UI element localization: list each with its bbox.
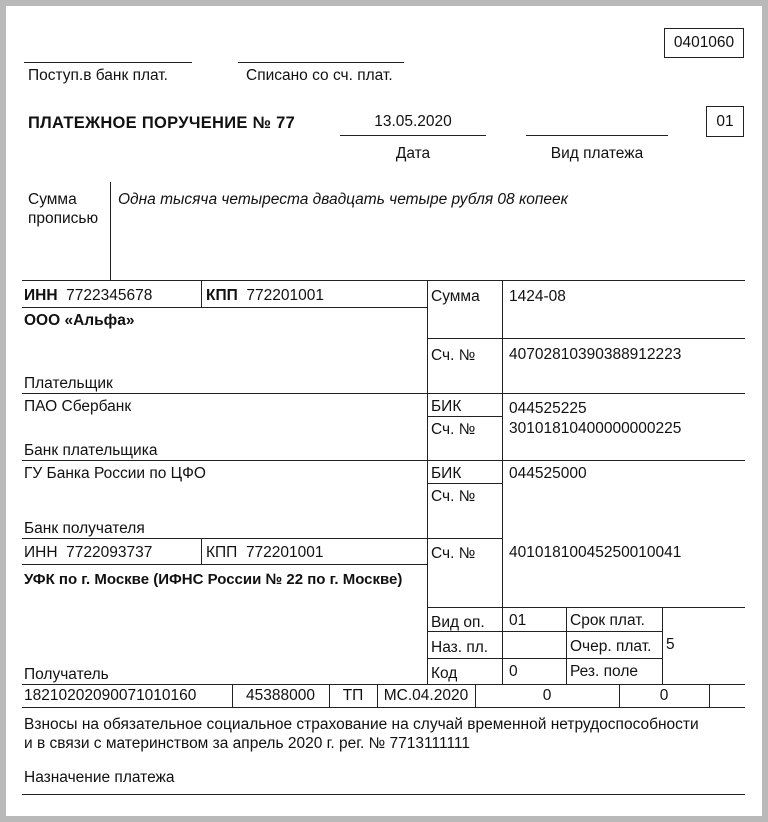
payment-type-line xyxy=(526,135,668,136)
payment-type-label: Вид платежа xyxy=(550,145,644,162)
col-tax-6 xyxy=(709,684,710,707)
rule-bik2 xyxy=(427,483,502,484)
form-code-box xyxy=(664,28,744,58)
term-label: Срок плат. xyxy=(570,612,645,629)
rule-payer-inn xyxy=(22,307,427,308)
payer-kpp-label: КПП xyxy=(206,287,238,304)
code-value: 0 xyxy=(509,663,518,680)
payer-kpp xyxy=(206,287,324,305)
tax-period: МС.04.2020 xyxy=(383,687,469,704)
payer-bank-bik: 044525225 xyxy=(509,400,587,417)
status-code: 01 xyxy=(716,112,734,130)
reserve-label: Рез. поле xyxy=(570,663,638,680)
rule-sum-bottom xyxy=(427,338,745,339)
purpose-label: Назначение платежа xyxy=(24,769,175,786)
order-label: Очер. плат. xyxy=(570,638,652,655)
debited-label: Списано со сч. плат. xyxy=(246,67,393,84)
recipient-inn-label: ИНН xyxy=(24,544,58,561)
payer-inn-value: 7722345678 xyxy=(66,287,153,304)
tax-kbk: 18210202090071010160 xyxy=(24,687,197,704)
recipient-bank-bik-label: БИК xyxy=(431,465,462,482)
payer-label: Плательщик xyxy=(24,375,113,392)
col-left-divider xyxy=(427,280,428,684)
col-recipient-kpp xyxy=(201,538,202,564)
purpose-code-label: Наз. пл. xyxy=(431,639,489,656)
rule-tax-bottom xyxy=(22,707,745,708)
amount-words-divider xyxy=(110,182,111,280)
amount-words-label-2: прописью xyxy=(28,210,99,227)
payment-order-form xyxy=(6,6,762,816)
payer-bank-bik-label: БИК xyxy=(431,398,462,415)
tax-basis: ТП xyxy=(342,687,364,704)
rule-recipient-bank-bottom xyxy=(22,538,502,539)
sum-label: Сумма xyxy=(431,288,480,305)
recipient-bank-name: ГУ Банка России по ЦФО xyxy=(24,465,206,482)
purpose-line-2: и в связи с материнством за апрель 2020 г. рег. № 7713111111 xyxy=(24,735,471,752)
payer-bank-label: Банк плательщика xyxy=(24,442,158,459)
recipient-label: Получатель xyxy=(24,666,109,683)
date-value: 13.05.2020 xyxy=(374,113,452,130)
payer-inn xyxy=(24,287,152,305)
payer-bank-corr-label: Сч. № xyxy=(431,421,476,438)
form-code: 0401060 xyxy=(673,34,735,51)
recipient-kpp-value: 772201001 xyxy=(245,544,324,561)
code-label: Код xyxy=(431,665,458,682)
payer-bank-name: ПАО Сбербанк xyxy=(24,398,132,415)
rule-payer-bottom xyxy=(22,393,745,394)
payer-inn-label: ИНН xyxy=(24,287,58,304)
rule-account-bottom xyxy=(427,607,745,608)
rule-bottom xyxy=(22,794,745,795)
tax-oktmo: 45388000 xyxy=(246,687,315,704)
debited-line xyxy=(238,62,404,63)
rule-recipient-inn xyxy=(22,564,427,565)
col-right-divider xyxy=(502,280,503,684)
sum-value: 1424-08 xyxy=(509,288,566,305)
rule-codes-2 xyxy=(427,658,662,659)
payer-name: ООО «Альфа» xyxy=(24,312,135,329)
payer-kpp-value: 772201001 xyxy=(246,287,324,304)
date-line xyxy=(340,135,486,136)
col-codes-right xyxy=(662,607,663,684)
rule-main-top xyxy=(22,280,745,281)
purpose-line-1: Взносы на обязательное социальное страхование на случай временной нетрудоспособности xyxy=(24,716,699,733)
op-type-value: 01 xyxy=(509,612,527,629)
recipient-inn-value: 7722093737 xyxy=(66,544,153,561)
rule-payer-bank-bottom xyxy=(22,460,745,461)
recipient-account: 40101810045250010041 xyxy=(509,544,682,561)
payer-bank-corr: 30101810400000000225 xyxy=(509,420,682,437)
recipient-inn xyxy=(24,544,152,562)
op-type-label: Вид оп. xyxy=(431,614,485,631)
tax-doc-no: 0 xyxy=(542,687,552,704)
received-label: Поступ.в банк плат. xyxy=(28,67,168,84)
recipient-bank-bik: 044525000 xyxy=(509,465,587,482)
recipient-account-label: Сч. № xyxy=(431,545,476,562)
recipient-bank-corr-label: Сч. № xyxy=(431,488,476,505)
payer-account-label: Сч. № xyxy=(431,347,476,364)
payer-account: 40702810390388912223 xyxy=(509,346,682,363)
status-box xyxy=(706,106,744,137)
recipient-kpp xyxy=(206,544,324,562)
recipient-bank-label: Банк получателя xyxy=(24,520,145,537)
document-title: ПЛАТЕЖНОЕ ПОРУЧЕНИЕ № 77 xyxy=(28,114,296,132)
received-line xyxy=(24,62,192,63)
col-payer-kpp xyxy=(201,280,202,307)
date-label: Дата xyxy=(395,145,431,162)
rule-bik1 xyxy=(427,416,502,417)
amount-words-label-1: Сумма xyxy=(28,191,77,208)
recipient-name: УФК по г. Москве (ИФНС России № 22 по г. Москве) xyxy=(24,571,403,588)
order-value: 5 xyxy=(666,636,675,653)
tax-doc-date: 0 xyxy=(659,687,669,704)
recipient-kpp-label: КПП xyxy=(206,544,238,561)
rule-recipient-bottom xyxy=(22,684,745,685)
col-codes-mid xyxy=(566,607,567,684)
amount-in-words: Одна тысяча четыреста двадцать четыре рубля 08 копеек xyxy=(118,191,568,208)
